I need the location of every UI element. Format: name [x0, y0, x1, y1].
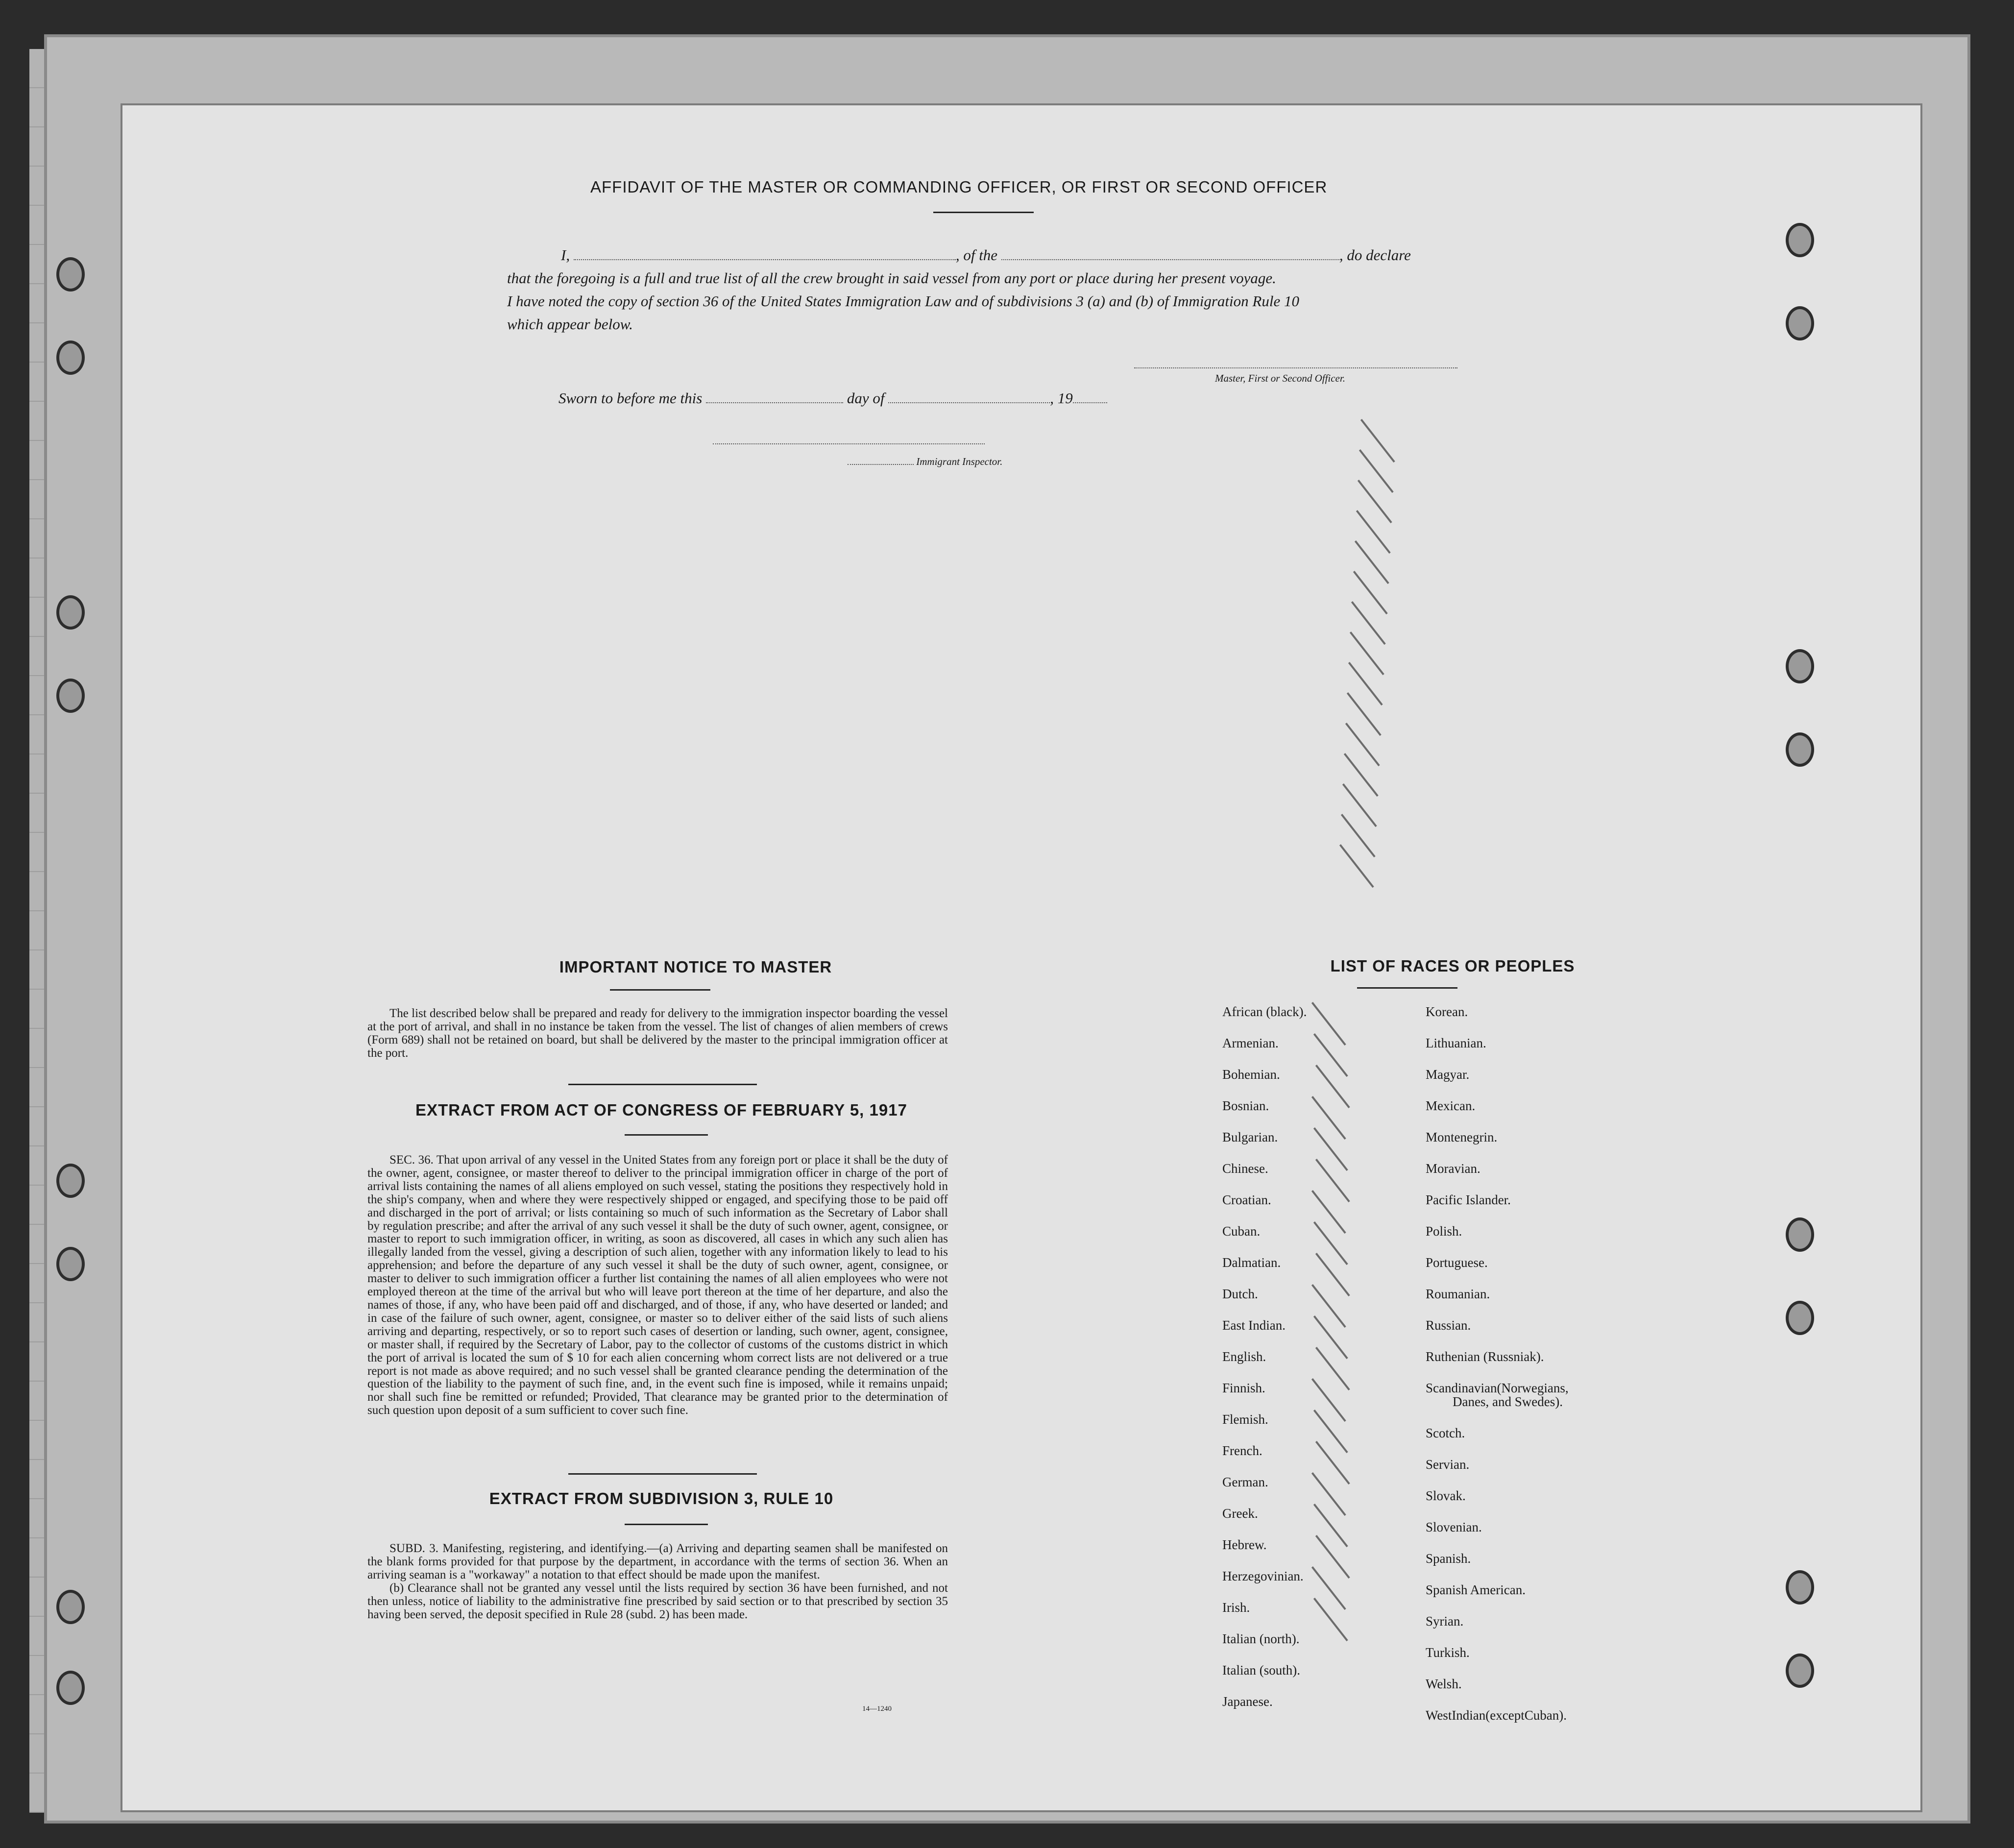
race-item: Cuban.: [1222, 1224, 1261, 1239]
race-item: Ruthenian (Russniak).: [1426, 1349, 1544, 1364]
year-label: , 19: [1050, 389, 1073, 407]
notice-paragraph: The list described below shall be prepared and ready for delivery to the immigration inspector boarding the vessel at the port of arrival, and shall in no instance be taken from the vessel. The list of changes of alien members of crews (Form 689) shall not be retained on board, but shall be delivered by the master to the principal immigration officer at the port.: [367, 1007, 948, 1060]
race-item: Slovenian.: [1426, 1520, 1482, 1534]
race-item: Pacific Islander.: [1426, 1192, 1511, 1207]
races-title-rule: [1357, 987, 1457, 989]
rule-paragraph-b: (b) Clearance shall not be granted any vessel until the lists required by section 36 have been furnished, and not then unless, notice of liability to the administrative fine prescribed by said section or to that prescribed by section 35 having been served, the deposit specified in Rule 28 (subd. 2) has been made.: [367, 1581, 948, 1621]
sworn-label: Sworn to before me this: [558, 389, 703, 407]
affidavit-title: AFFIDAVIT OF THE MASTER OR COMMANDING OFFICER, OR FIRST OR SECOND OFFICER: [590, 178, 1328, 196]
race-item: Servian.: [1426, 1457, 1470, 1472]
race-item: Flemish.: [1222, 1412, 1268, 1427]
inspector-signature-line[interactable]: [713, 443, 985, 444]
race-item: Chinese.: [1222, 1161, 1268, 1176]
race-item: Greek.: [1222, 1506, 1258, 1521]
binder-hole-icon: [1786, 1217, 1814, 1252]
race-item: Irish.: [1222, 1600, 1250, 1615]
notice-title: IMPORTANT NOTICE TO MASTER: [559, 958, 832, 976]
race-item: Spanish American.: [1426, 1582, 1526, 1597]
race-item: African (black).: [1222, 1004, 1307, 1019]
sworn-day-field[interactable]: [706, 402, 843, 403]
race-item: English.: [1222, 1349, 1266, 1364]
affidavit-line-3: I have noted the copy of section 36 of the United States Immigration Law and of subdivisions 3 (a) and (b) of Immigration Rule 10: [507, 292, 1299, 310]
race-item: Welsh.: [1426, 1677, 1462, 1691]
race-item: East Indian.: [1222, 1318, 1286, 1333]
race-item: Scotch.: [1426, 1426, 1465, 1440]
race-item: French.: [1222, 1443, 1262, 1458]
binder-hole-icon: [1786, 223, 1814, 257]
race-item: Italian (south).: [1222, 1663, 1300, 1678]
binder-hole-icon: [56, 257, 85, 292]
inspector-caption-leader: [848, 464, 914, 465]
race-item: Scandinavian(Norwegians,: [1426, 1381, 1569, 1395]
affidavit-title-rule: [933, 212, 1034, 213]
race-item: Croatian.: [1222, 1192, 1271, 1207]
race-item: Slovak.: [1426, 1488, 1466, 1503]
affidavit-line-2: that the foregoing is a full and true list of all the crew brought in said vessel from any port or place during her present voyage.: [507, 269, 1276, 287]
race-item: Magyar.: [1426, 1067, 1470, 1082]
binder-hole-icon: [56, 595, 85, 630]
notice-text: [367, 1007, 948, 1060]
race-item: Korean.: [1426, 1004, 1468, 1019]
affidavit-line-4: which appear below.: [507, 316, 633, 333]
race-item: Roumanian.: [1426, 1287, 1490, 1301]
binder-hole-icon: [1786, 1301, 1814, 1335]
race-item: Hebrew.: [1222, 1537, 1267, 1552]
binder-hole-icon: [1786, 1653, 1814, 1688]
act-divider: [568, 1473, 757, 1475]
race-item: Polish.: [1426, 1224, 1462, 1239]
affidavit-declare-label: , do declare: [1339, 246, 1411, 264]
race-item: Montenegrin.: [1426, 1130, 1498, 1144]
race-item: Finnish.: [1222, 1381, 1265, 1395]
inspector-caption-text: Immigrant Inspector.: [916, 456, 1003, 467]
binder-hole-icon: [1786, 649, 1814, 683]
manifest-page: [122, 105, 1920, 1810]
race-item: Turkish.: [1426, 1645, 1470, 1660]
binder-hole-icon: [56, 1164, 85, 1198]
binder-hole-icon: [56, 340, 85, 375]
binder-hole-icon: [56, 1671, 85, 1705]
binder-hole-icon: [56, 1247, 85, 1281]
race-item: Italian (north).: [1222, 1631, 1300, 1646]
binder-hole-icon: [1786, 1570, 1814, 1605]
sworn-month-field[interactable]: [888, 402, 1050, 403]
act-paragraph: SEC. 36. That upon arrival of any vessel in the United States from any foreign port or place it shall be the duty of the owner, agent, consignee, or master thereof to deliver to the principal immigration officer in charge of the port of arrival lists containing the names of all aliens employed on such vessel, stating the positions they respectively hold in the ship's company, when and where they were respectively shipped or engaged, and specifying those to be paid off and discharged in the port of arrival; or lists containing so much of such information as the Secretary of Labor shall by regulation prescribe; and after the arrival of any such vessel it shall be the duty of such owner, agent, consignee, or master to report to such immigration officer, in writing, as soon as discovered, all cases in which any such alien has illegally landed from the vessel, giving a description of such alien, together with any information likely to lead to his apprehension; and before the departure of any such vessel it shall be the duty of such owner, agent, consignee, or master to deliver to such immigration officer a further list containing the names of all alien employees who were not employed thereon at the time of the arrival but who will leave port thereon at the time of her departure, and also the names of those, if any, who have been paid off and discharged, and of those, if any, who have deserted or landed; and in case of the failure of such owner, agent, consignee, or master so to deliver either of the said lists of such aliens arriving and departing, respectively, or so to report such cases of desertion or landing, such owner, agent, consignee, or master shall, if required by the Secretary of Labor, pay to the collector of customs of the customs district in which the port of arrival is located the sum of $ 10 for each alien concerning whom correct lists are not delivered or a true report is not made as above required; and no such vessel shall be granted clearance pending the determination of the question of the liability to the payment of such fine, and, in the event such fine is imposed, while it remains unpaid; nor shall such fine be remitted or refunded; Provided, That clearance may be granted prior to the determination of such question upon deposit of a sum sufficient to cover such fine.: [367, 1153, 948, 1417]
act-title-rule: [625, 1134, 708, 1136]
race-item: Moravian.: [1426, 1161, 1480, 1176]
affidavit-of-the-label: , of the: [955, 246, 998, 264]
race-item: Lithuanian.: [1426, 1036, 1486, 1050]
binder-hole-icon: [1786, 306, 1814, 340]
race-item: Dalmatian.: [1222, 1255, 1281, 1270]
binder-hole-icon: [56, 1590, 85, 1624]
vessel-name-field[interactable]: [1001, 259, 1339, 260]
race-item: Danes, and Swedes).: [1453, 1394, 1563, 1409]
affidavit-line-1: [561, 246, 1411, 264]
race-item: Portuguese.: [1426, 1255, 1488, 1270]
race-item: Bohemian.: [1222, 1067, 1280, 1082]
binder-hole-icon: [56, 679, 85, 713]
race-item: German.: [1222, 1475, 1268, 1489]
master-name-field[interactable]: [574, 259, 956, 260]
affidavit-i-label: I,: [561, 246, 570, 264]
race-item: Syrian.: [1426, 1614, 1464, 1629]
rule-text: [367, 1542, 948, 1621]
act-text: [367, 1154, 948, 1417]
day-of-label: day of: [847, 389, 885, 407]
rule-title: EXTRACT FROM SUBDIVISION 3, RULE 10: [489, 1489, 834, 1508]
race-item: Herzegovinian.: [1222, 1569, 1304, 1583]
sworn-year-field[interactable]: [1073, 402, 1107, 403]
race-item: Bosnian.: [1222, 1098, 1269, 1113]
notice-divider: [568, 1084, 757, 1085]
race-item: WestIndian(exceptCuban).: [1426, 1708, 1567, 1723]
act-title: EXTRACT FROM ACT OF CONGRESS OF FEBRUARY 5, 1917: [415, 1101, 907, 1119]
inspector-caption: [848, 456, 1002, 468]
race-item: Armenian.: [1222, 1036, 1279, 1050]
race-item: Mexican.: [1426, 1098, 1476, 1113]
race-item: Russian.: [1426, 1318, 1471, 1333]
notice-title-rule: [610, 989, 710, 991]
race-item: Dutch.: [1222, 1287, 1258, 1301]
rule-title-rule: [625, 1524, 708, 1525]
sworn-line: [558, 389, 1107, 407]
master-signature-line[interactable]: [1134, 367, 1457, 368]
rule-paragraph-a: SUBD. 3. Manifesting, registering, and identifying.—(a) Arriving and departing seamen shall be manifested on the blank forms provided for that purpose by the department, in accordance with the terms of section 36. When an arriving seaman is a "workaway" a notation to that effect should be made upon the manifest.: [367, 1542, 948, 1581]
races-title: LIST OF RACES OR PEOPLES: [1330, 957, 1575, 975]
form-number: 14—1240: [862, 1705, 892, 1713]
race-item: Japanese.: [1222, 1694, 1273, 1709]
master-signature-caption: Master, First or Second Officer.: [1215, 372, 1345, 384]
race-item: Spanish.: [1426, 1551, 1471, 1566]
race-item: Bulgarian.: [1222, 1130, 1278, 1144]
binder-hole-icon: [1786, 732, 1814, 767]
